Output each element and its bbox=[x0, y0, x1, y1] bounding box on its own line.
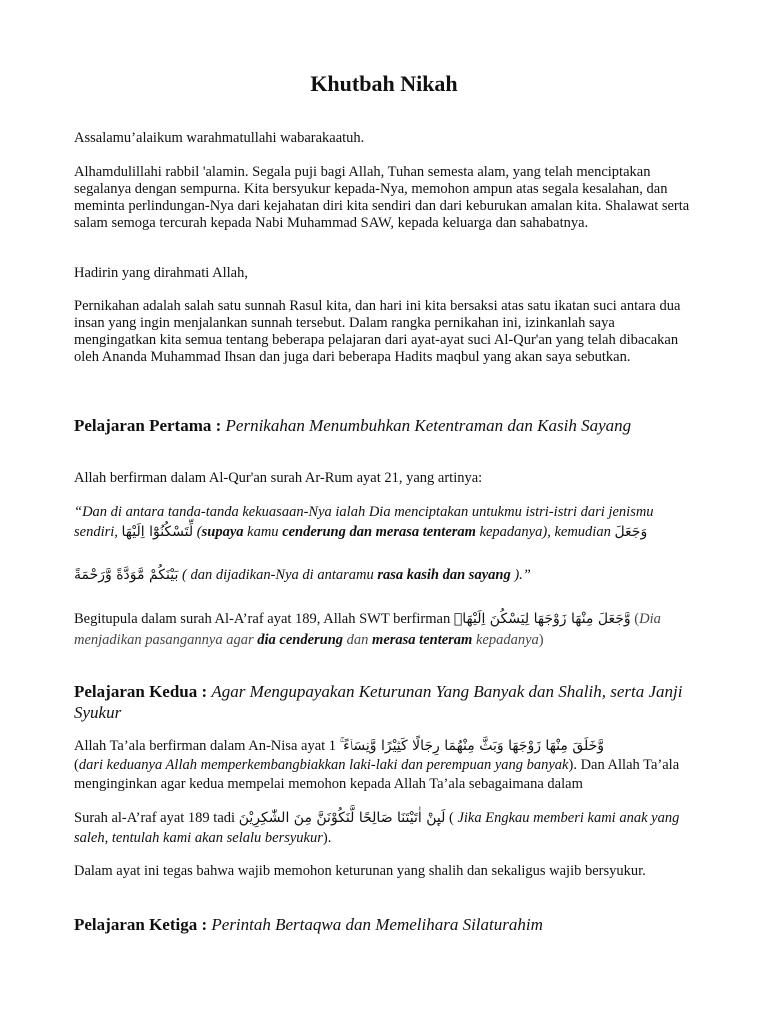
quote-text: ( dan dijadikan-Nya di antaramu bbox=[182, 567, 378, 583]
body-text: ). Dan Allah Ta’ala menginginkan agar kedua mempelai memohon kepada Allah Ta’ala sebagaimana dalam bbox=[74, 757, 680, 792]
emphasis-text: dia cenderung bbox=[257, 632, 344, 648]
translation-text: kepadanya bbox=[472, 632, 539, 648]
quote-text: “Dan di antara tanda-tanda kekuasaan-Nya ialah Dia menciptakan untukmu istri-istri dari jenismu sendiri, bbox=[74, 504, 654, 540]
ar-rum-quote-paragraph bbox=[74, 502, 698, 542]
section-1-topic: Pernikahan Menumbuhkan Ketentraman dan Kasih Sayang bbox=[225, 416, 632, 435]
greeting-paragraph: Assalamu’alaikum warahmatullahi wabarakaatuh. bbox=[74, 130, 365, 146]
arabic-verse: وَّخَلَقَ مِنْهَا زَوْجَهَا وَبَثَّ مِنْهُمَا رِجَالًا كَثِيْرًا وَّنِسَاۤءً ۚ bbox=[339, 738, 605, 754]
an-nisa-paragraph bbox=[74, 737, 698, 794]
introduction-paragraph: Pernikahan adalah salah satu sunnah Rasul kita, dan hari ini kita bersaksi atas satu ikatan suci antara dua insan yang ingin menjalankan sunnah tersebut. Dalam rangka pernikahan ini, izinkanlah saya mengingatkan kita semua tentang beberapa pelajaran dari ayat-ayat suci Al-Qur'an yang telah dibacakan oleh Ananda Muhammad Ihsan dan juga dari beberapa Hadits maqbul yang akan saya sebutkan. bbox=[74, 298, 681, 365]
document-title: Khutbah Nikah bbox=[310, 71, 458, 96]
section-2-topic: Agar Mengupayakan Keturunan Yang Banyak dan Shalih, serta Janji Syukur bbox=[74, 682, 683, 722]
body-text: ( bbox=[630, 611, 640, 627]
emphasis-text: supaya bbox=[201, 524, 244, 540]
section-1-heading bbox=[74, 415, 698, 436]
translation-text: Jika Engkau memberi kami anak yang saleh, tentulah kami akan selalu bersyukur bbox=[74, 810, 680, 846]
arabic-verse: وَجَعَلَ bbox=[614, 524, 648, 540]
body-text: ). bbox=[322, 830, 332, 846]
ar-rum-intro: Allah berfirman dalam Al-Qur'an surah Ar-Rum ayat 21, yang artinya: bbox=[74, 470, 483, 486]
body-text: ( bbox=[74, 757, 79, 773]
body-text: Allah Ta’ala berfirman dalam An-Nisa ayat 1 bbox=[74, 738, 340, 754]
quote-text: ( bbox=[196, 524, 202, 540]
arabic-verse: بَيْنَكُمْ مَّوَدَّةً وَّرَحْمَةً bbox=[74, 567, 179, 583]
section-3-topic: Perintah Bertaqwa dan Memelihara Silaturahim bbox=[211, 915, 543, 934]
translation-text: Dia menjadikan pasangannya agar bbox=[74, 611, 661, 648]
section-3-label: Pelajaran Ketiga : bbox=[74, 915, 208, 934]
translation-text: dari keduanya Allah memperkembangbiakkan laki-laki dan perempuan yang banyak bbox=[78, 757, 569, 773]
section-2-label: Pelajaran Kedua : bbox=[74, 682, 208, 701]
section-2-heading bbox=[74, 681, 698, 723]
quote-text: ).” bbox=[510, 567, 531, 583]
audience-greeting: Hadirin yang dirahmati Allah, bbox=[74, 265, 248, 281]
obligation-paragraph: Dalam ayat ini tegas bahwa wajib memohon keturunan yang shalih dan sekaligus wajib bersyukur. bbox=[74, 863, 646, 879]
ar-rum-quote-continuation bbox=[74, 567, 698, 584]
emphasis-text: rasa kasih dan sayang bbox=[377, 567, 511, 583]
al-araf-189-paragraph bbox=[74, 808, 698, 848]
opening-praise-paragraph: Alhamdulillahi rabbil 'alamin. Segala puji bagi Allah, Tuhan semesta alam, yang telah menciptakan segalanya dengan sempurna. Kita bersyukur kepada-Nya, memohon ampun atas segala kesalahan, dan meminta perlindungan-Nya dari kejahatan diri kita sendiri dan dari keburukan amalan kita. Shalawat serta salam semoga tercurah kepada Nabi Muhammad SAW, kepada keluarga dan sahabatnya. bbox=[74, 164, 690, 231]
body-text: ) bbox=[538, 632, 544, 648]
arabic-verse: لِّتَسْكُنُوْٓا اِلَيْهَا bbox=[121, 524, 194, 540]
arabic-verse: وَّجَعَلَ مِنْهَا زَوْجَهَا لِيَسْكُنَ اِلَيْهَاۚ bbox=[453, 611, 631, 627]
body-text: ( bbox=[445, 810, 458, 826]
body-text: Surah al-A’raf ayat 189 tadi bbox=[74, 810, 239, 826]
body-text: Begitupula dalam surah Al-A’raf ayat 189, Allah SWT berfirman bbox=[74, 611, 454, 627]
translation-text: dan bbox=[343, 632, 373, 648]
al-araf-paragraph bbox=[74, 609, 698, 651]
emphasis-text: merasa tenteram bbox=[372, 632, 473, 648]
quote-text: kepadanya), kemudian bbox=[475, 524, 615, 540]
quote-text: kamu bbox=[243, 524, 283, 540]
arabic-verse: لَىِٕنْ اٰتَيْتَنَا صَالِحًا لَّنَكُوْنَنَّ مِنَ الشّٰكِرِيْنَ bbox=[238, 810, 446, 826]
section-3-heading bbox=[74, 914, 698, 935]
emphasis-text: cenderung dan merasa tenteram bbox=[282, 524, 476, 540]
section-1-label: Pelajaran Pertama : bbox=[74, 416, 222, 435]
